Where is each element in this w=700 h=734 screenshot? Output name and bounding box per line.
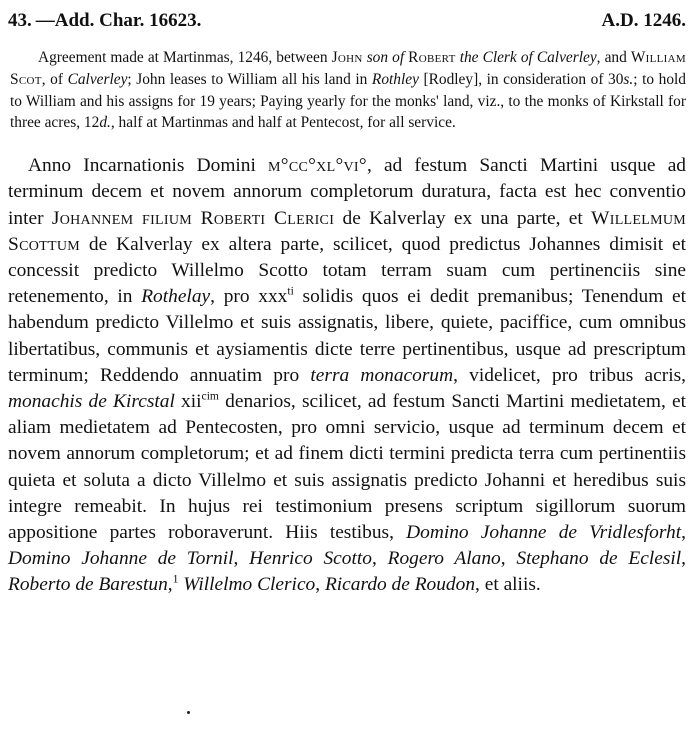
text-run: , ad festum Sancti Martini usque ad terminum decem et novem annorum completorum duratura, facta est hec conventio inter <box>8 155 686 229</box>
text-run: denarios, scilicet, ad festum Sancti Martini medietatem, et aliam medietatem ad Pentecosten, pro omni servicio, usque ad terminum decem et novem annorum completorum; et ad finem dicti termini predicta terra cum pertinentiis quieta et soluta a dicto Villelmo et suis assignatis predicto Johanni et heredibus suis integre remeabit. In hujus rei testimonium presens scriptum sigillorum suorum appositione partes roboraverunt. Hiis testibus, <box>8 390 687 543</box>
charter-text <box>8 153 686 598</box>
text-run: Domino Johanne de Tornil <box>8 548 234 570</box>
charter-header <box>8 10 686 32</box>
text-run: Agreement made at Martinmas, 1246, between <box>38 49 332 67</box>
text-run: , <box>681 522 686 543</box>
text-run: Rogero Alano <box>387 548 501 570</box>
text-run: terra monacorum <box>310 364 454 386</box>
text-run: , pro xxx <box>210 286 288 308</box>
text-run: s. <box>623 70 634 88</box>
text-run: Rothley <box>371 70 419 88</box>
text-run: Willelmo Clerico <box>183 574 316 596</box>
footnote-marker: 1 <box>172 572 179 586</box>
text-run: solidis quos ei dedit premanibus; Tenendum et habendum predicto Villelmo et suis assignatis, libere, quiete, paciffice, cum omnibus libertatibus, communis et aysiamentis dicte terre pertinentibus, usque ad prescriptum terminum; Reddendo annuatim pro <box>8 286 686 386</box>
text-run: m°cc°xl°vi° <box>268 155 367 177</box>
text-run: Henrico Scotto <box>249 548 372 570</box>
text-run: Rothelay <box>141 286 211 308</box>
text-run: , <box>167 574 173 596</box>
text-run: cim <box>201 389 219 403</box>
charter-reference <box>8 10 205 32</box>
text-run: Johannem filium Roberti Clerici <box>51 207 335 229</box>
text-run: Anno Incarnationis Domini <box>28 155 269 177</box>
text-run: , <box>233 548 250 570</box>
charter-summary <box>10 47 686 133</box>
text-run: Robert <box>408 49 456 67</box>
charter-date: A.D. 1246. <box>601 10 686 31</box>
text-run: ; to hold to William and his assigns for 19 years; Paying yearly for the monks' land, viz., to the monks of Kirkstall for three acres, 12 <box>10 70 687 132</box>
text-run: Calverley <box>67 70 128 88</box>
text-run: monachis de Kircstal <box>8 390 175 412</box>
text-run: , et aliis. <box>475 574 541 596</box>
text-run: ; John leases to William all his land in <box>127 70 372 88</box>
text-run: Stephano de Eclesil <box>516 548 682 570</box>
text-run: William Scot <box>10 49 686 88</box>
text-run: John <box>331 49 363 67</box>
text-run: de Kalverlay ex una parte, et <box>334 207 592 229</box>
text-run: Domino Johanne de Vridlesforht <box>406 522 682 543</box>
text-run: d. <box>99 114 111 132</box>
text-run: Ricardo de Roudon <box>324 574 476 596</box>
text-run: xii <box>174 390 202 412</box>
text-run: son of <box>366 49 405 67</box>
text-run: , <box>500 548 517 570</box>
stray-dot <box>187 711 190 714</box>
text-run: , <box>371 548 388 570</box>
text-run: , <box>681 548 687 570</box>
charter-number: 43. <box>8 10 32 31</box>
text-run: , videlicet, pro tribus acris, <box>453 364 686 386</box>
charter-ref: —Add. Char. 16623. <box>35 10 202 31</box>
text-run: ti <box>287 284 294 298</box>
text-run: , of <box>41 70 68 88</box>
text-run: [Rodley], in consideration of 30 <box>418 70 624 88</box>
text-run: Willelmum Scottum <box>8 207 687 255</box>
text-run: the Clerk of Calverley <box>459 49 597 67</box>
text-run: Roberto de Barestun <box>8 574 168 596</box>
text-run: , and <box>596 49 631 67</box>
text-run: , half at Martinmas and half at Pentecost, for all service. <box>110 114 456 132</box>
text-run: de Kalverlay ex altera parte, scilicet, quod predictus Johannes dimisit et concessit predicto Willelmo Scotto totam terram suam cum pertinenciis sine retenemento, in <box>8 233 686 308</box>
text-run: , <box>315 574 325 596</box>
